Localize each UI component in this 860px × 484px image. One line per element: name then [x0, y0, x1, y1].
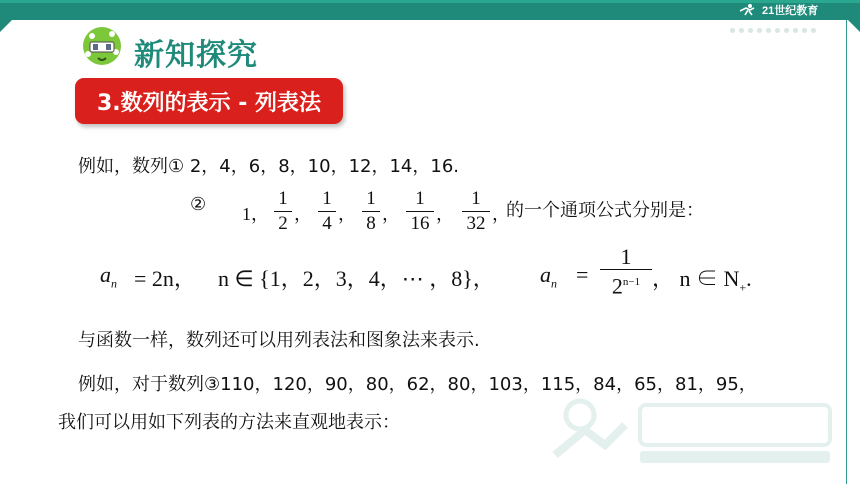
runner-icon — [736, 3, 758, 17]
sequence-2-marker: ② — [190, 194, 207, 215]
comma: ， — [492, 204, 510, 224]
watermark-logo-icon — [545, 385, 845, 475]
fraction-term: 1 2 — [274, 188, 292, 235]
formula-a-n: $a_n$ — [100, 262, 117, 291]
header-accent-line — [0, 0, 860, 3]
brand-logo — [736, 2, 818, 18]
paragraph-sequence-3: 例如，对于数列③110，120，90，80，62，80，103，115，84，65，81，95， — [78, 374, 757, 395]
sequence-2-tail-text: 的一个通项公式分别是： — [506, 200, 704, 221]
comma: ， — [294, 204, 312, 224]
top-header-bar — [0, 0, 860, 20]
section-title: 新知探究 — [134, 38, 258, 73]
formula-2-fraction: 1 $2^{n-1}$ — [600, 246, 652, 297]
formula-1-domain: n ∈ {1，2，3，4，⋯ ，8}， — [218, 266, 495, 291]
right-corner-triangle — [848, 20, 860, 32]
subtitle-label: 3.数列的表示 - 列表法 — [75, 78, 343, 124]
comma: ， — [382, 204, 400, 224]
right-border-rule — [846, 20, 847, 484]
mascot-badge-icon — [78, 24, 130, 70]
comma: ， — [338, 204, 356, 224]
formula-a-n-2: $a_n$ — [540, 262, 557, 291]
sequence-2-first-term: 1， — [242, 204, 269, 224]
formula-2-domain: ， n ∈ $N_+$. — [652, 266, 752, 295]
decorative-dots — [730, 28, 816, 33]
fraction-term: 1 4 — [318, 188, 336, 235]
comma: ， — [436, 204, 454, 224]
formula-1-rhs: = 2n， — [134, 266, 196, 291]
fraction-term: 1 16 — [406, 188, 434, 235]
brand-logo-text: 21世纪教育 — [762, 5, 819, 17]
fraction-term: 1 8 — [362, 188, 380, 235]
formula-2-equals: = — [576, 262, 589, 287]
fraction-term: 1 32 — [462, 188, 490, 235]
example-sequence-1: 例如，数列① 2，4，6，8，10，12，14，16. — [78, 156, 460, 177]
paragraph-functions: 与函数一样，数列还可以用列表法和图象法来表示. — [78, 330, 480, 351]
paragraph-table-method: 我们可以用如下列表的方法来直观地表示： — [58, 412, 400, 433]
left-corner-triangle — [0, 20, 12, 32]
